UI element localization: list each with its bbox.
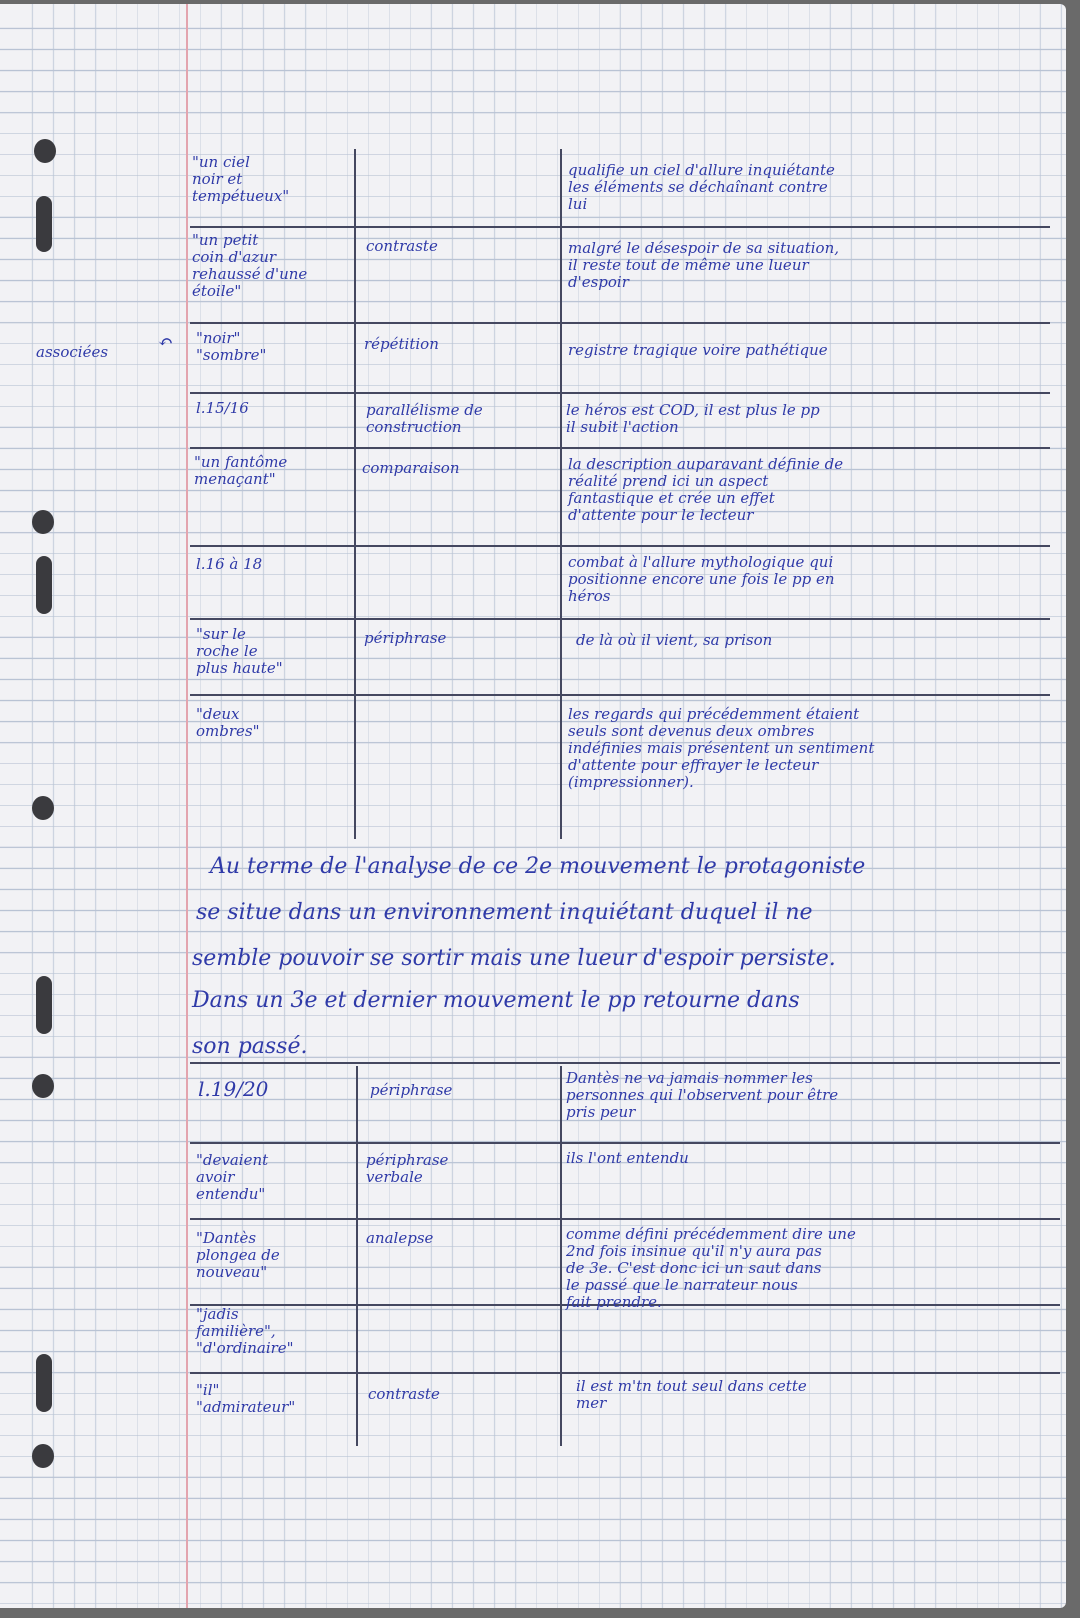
margin-line bbox=[186, 4, 188, 1608]
side-note: associées bbox=[36, 343, 109, 361]
binder-hole bbox=[36, 556, 52, 614]
binder-hole bbox=[32, 796, 54, 820]
binder-hole bbox=[36, 196, 52, 252]
table-cell-procede: contraste bbox=[368, 1385, 440, 1403]
binder-hole bbox=[36, 976, 52, 1034]
table-cell-citation: "un ciel noir et tempétueux" bbox=[192, 153, 290, 205]
table-cell-citation: "il" "admirateur" bbox=[196, 1381, 296, 1416]
binder-hole bbox=[32, 510, 54, 534]
table-cell-citation: "deux ombres" bbox=[196, 705, 260, 740]
table-cell-citation: "un petit coin d'azur rehaussé d'une étoile" bbox=[192, 231, 308, 300]
notebook-page bbox=[0, 4, 1066, 1608]
table-cell-procede: périphrase bbox=[364, 629, 447, 647]
table-cell-citation: "noir" "sombre" bbox=[196, 329, 267, 364]
table-cell-procede: analepse bbox=[366, 1229, 434, 1247]
paragraph-line: son passé. bbox=[192, 1034, 308, 1059]
table-cell-procede: parallélisme de construction bbox=[366, 401, 483, 436]
binder-hole bbox=[32, 1444, 54, 1468]
table-cell-procede: contraste bbox=[366, 237, 438, 255]
table-cell-citation: "un fantôme menaçant" bbox=[194, 453, 288, 488]
table-cell-citation: l.16 à 18 bbox=[196, 555, 263, 573]
table-cell-interpretation: registre tragique voire pathétique bbox=[568, 341, 828, 359]
table-cell-interpretation: le héros est COD, il est plus le pp il subit l'action bbox=[566, 401, 820, 436]
paragraph-line: Au terme de l'analyse de ce 2e mouvement le protagoniste bbox=[210, 854, 866, 879]
table-cell-interpretation: il est m'tn tout seul dans cette mer bbox=[576, 1377, 807, 1412]
table-cell-interpretation: les regards qui précédemment étaient seuls sont devenus deux ombres indéfinies mais présentent un sentiment d'attente pour effrayer le lecteur (impressionner). bbox=[568, 705, 875, 791]
table-cell-interpretation: ils l'ont entendu bbox=[566, 1149, 689, 1167]
table-cell-interpretation: comme défini précédemment dire une 2nd fois insinue qu'il n'y aura pas de 3e. C'est donc ici un saut dans le passé que le narrateur nous fait prendre. bbox=[566, 1225, 856, 1311]
table-cell-citation: "devaient avoir entendu" bbox=[196, 1151, 269, 1203]
binder-hole bbox=[36, 1354, 52, 1412]
table-cell-procede: répétition bbox=[364, 335, 439, 353]
table-cell-interpretation: Dantès ne va jamais nommer les personnes qui l'observent pour être pris peur bbox=[566, 1069, 839, 1121]
paragraph-line: semble pouvoir se sortir mais une lueur d'espoir persiste. bbox=[192, 946, 836, 971]
paragraph-line: Dans un 3e et dernier mouvement le pp retourne dans bbox=[192, 988, 800, 1013]
table-cell-procede: périphrase verbale bbox=[366, 1151, 449, 1186]
binder-hole bbox=[34, 139, 56, 163]
paragraph-line: se situe dans un environnement inquiétant duquel il ne bbox=[196, 900, 813, 925]
table-cell-interpretation: qualifie un ciel d'allure inquiétante les éléments se déchaînant contre lui bbox=[568, 161, 835, 213]
table-cell-citation: l.15/16 bbox=[196, 399, 249, 417]
table-cell-procede: périphrase bbox=[370, 1081, 453, 1099]
table-cell-interpretation: combat à l'allure mythologique qui positionne encore une fois le pp en héros bbox=[568, 553, 835, 605]
table-cell-citation: "sur le roche le plus haute" bbox=[196, 625, 283, 677]
table-cell-citation: "jadis familière", "d'ordinaire" bbox=[196, 1305, 294, 1357]
curved-arrow-icon: ↶ bbox=[158, 332, 174, 353]
table-cell-citation: l.19/20 bbox=[198, 1077, 269, 1101]
binder-hole bbox=[32, 1074, 54, 1098]
table-cell-citation: "Dantès plongea de nouveau" bbox=[196, 1229, 280, 1281]
table-cell-interpretation: malgré le désespoir de sa situation, il reste tout de même une lueur d'espoir bbox=[568, 239, 840, 291]
table-cell-interpretation: de là où il vient, sa prison bbox=[576, 631, 773, 649]
table-cell-interpretation: la description auparavant définie de réalité prend ici un aspect fantastique et crée un effet d'attente pour le lecteur bbox=[568, 455, 844, 524]
table-cell-procede: comparaison bbox=[362, 459, 460, 477]
